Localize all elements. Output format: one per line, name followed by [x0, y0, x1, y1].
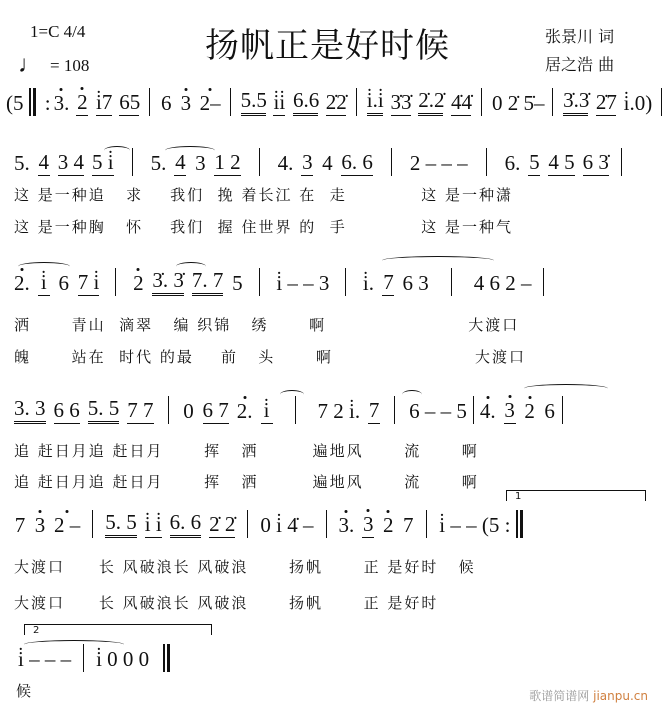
note: 3 4: [57, 150, 84, 174]
note: 2̇2̇: [325, 90, 347, 114]
lyrics-verse-1: 洒 青山 滴翠 编 织锦 绣 啊 大渡口: [14, 316, 520, 334]
note: 5. 5: [88, 396, 120, 424]
note: 5: [529, 150, 540, 174]
note: 0: [183, 399, 194, 423]
note: 2: [383, 513, 394, 537]
note: 3: [180, 91, 192, 115]
staff-system-4: [14, 396, 666, 424]
quarter-note-icon: ♩: [18, 52, 42, 78]
lyrics-verse-2: 追 赶日月追 赶日月 挥 洒 遍地风 流 啊: [14, 473, 479, 491]
note: 7: [368, 398, 380, 422]
note: 2–: [199, 91, 221, 115]
note: 7. 7: [192, 268, 224, 296]
note: 3̇. 3̇: [152, 268, 184, 296]
repeat-end-barline: [516, 510, 523, 538]
note: 5 i̇: [92, 150, 114, 174]
note: 7 7: [127, 398, 154, 422]
note: 5.: [150, 151, 167, 175]
barline: [326, 510, 327, 538]
watermark: [529, 687, 648, 704]
note: 5.5: [241, 88, 266, 116]
note: 7 i̇: [77, 270, 100, 294]
note: 7: [14, 513, 26, 537]
note: 3.: [53, 91, 70, 115]
note: 4 6 2 –: [473, 271, 532, 295]
note: i̇: [38, 270, 50, 296]
barline: [149, 88, 150, 116]
note: 7: [403, 513, 414, 537]
note: 2: [524, 399, 535, 423]
barline: [394, 396, 395, 424]
note: 6. 6: [170, 510, 202, 538]
note: 2: [133, 271, 144, 295]
note: 4 5: [548, 150, 575, 174]
note: 6: [544, 399, 555, 423]
note: :: [44, 91, 51, 115]
staff-system-3: [14, 268, 666, 296]
note: 5: [232, 271, 243, 295]
note: 3. 3: [14, 396, 46, 424]
barline: [451, 268, 452, 296]
watermark-en: jianpu.cn: [593, 689, 648, 703]
note: i̇ 0 0 0: [96, 647, 150, 671]
note: 6. 6: [341, 150, 373, 174]
slur: [18, 262, 70, 271]
barline: [247, 510, 248, 538]
barline: [481, 88, 482, 116]
slur: [165, 146, 215, 155]
barline: [259, 148, 260, 176]
barline: [562, 396, 563, 424]
note: i̇ – – (5 :: [439, 513, 511, 537]
note: 3: [195, 151, 206, 175]
note: 6.: [504, 151, 521, 175]
lyrics-verse-1: 这 是一种追 求 我们 挽 着长江 在 走 这 是一种潇: [14, 186, 513, 204]
barline: [426, 510, 427, 538]
lyrics-verse-2: 这 是一种胸 怀 我们 握 住世界 的 手 这 是一种气: [14, 218, 513, 236]
barline: [473, 396, 474, 424]
slur: [280, 390, 304, 399]
slur: [176, 262, 206, 271]
barline: [115, 268, 116, 296]
note: 7 2 i̇.: [317, 399, 361, 423]
slur: [24, 640, 124, 649]
note: 3̇3̇: [390, 90, 412, 114]
note: i̇ i̇: [144, 512, 162, 536]
note: 4: [322, 151, 333, 175]
barline: [132, 148, 133, 176]
barline: [345, 268, 346, 296]
note: i̇7: [95, 90, 113, 114]
barline: [230, 88, 231, 116]
lyrics-verse-2: 大渡口 长 风破浪长 风破浪 扬帆 正 是好时: [14, 594, 439, 612]
note: 2 –: [54, 513, 81, 537]
key-time-signature: 1=C 4/4: [30, 22, 86, 41]
barline: [552, 88, 553, 116]
watermark-cn: 歌谱简谱网: [529, 689, 590, 703]
barline: [391, 148, 392, 176]
note: 4.: [277, 151, 294, 175]
slur: [524, 384, 608, 393]
volta-2-bracket: 2: [24, 624, 212, 635]
note: 4.: [479, 399, 496, 423]
volta-1-bracket: 1: [506, 490, 646, 501]
tempo-value: = 108: [50, 55, 90, 75]
note: 0 i̇ 4̇ –: [260, 513, 314, 537]
note: 5. 5: [105, 510, 137, 538]
note: 2̇.2̇: [418, 88, 443, 116]
staff-system-1: [6, 88, 666, 116]
note: 2̇ 2̇: [209, 512, 236, 536]
barline: [356, 88, 357, 116]
tempo-marking: [18, 52, 89, 79]
note: 3: [34, 513, 46, 537]
song-title: 扬帆正是好时候: [205, 26, 450, 66]
note: 4: [38, 150, 49, 174]
note: 6 7: [202, 398, 229, 422]
note: i̇: [261, 398, 273, 424]
slur: [104, 146, 130, 155]
note: 3: [363, 512, 374, 536]
note: 6: [161, 91, 172, 115]
note: 3: [504, 398, 515, 422]
note: i̇ – – 3: [276, 271, 330, 295]
note: 3.: [338, 513, 355, 537]
note: i̇.: [362, 271, 374, 295]
barline: [168, 396, 169, 424]
lyrics-verse-1: 追 赶日月追 赶日月 挥 洒 遍地风 流 啊: [14, 442, 479, 460]
note: 4: [175, 150, 186, 174]
note: i̇.0): [623, 91, 653, 115]
note: 2̇7: [595, 90, 617, 114]
lyrics-verse-2: 魄 站在 时代 的最 前 头 啊 大渡口: [14, 348, 527, 366]
lyrics-verse-1: 大渡口 长 风破浪长 风破浪 扬帆 正 是好时 候: [14, 558, 476, 576]
note: 2.: [14, 271, 30, 295]
note: 5.: [14, 151, 30, 175]
note: 3̇.3̇: [563, 88, 588, 116]
note-paren: (5: [6, 91, 24, 115]
note: i̇i̇: [273, 90, 286, 114]
barline: [295, 396, 296, 424]
note: i̇ – – –: [18, 647, 72, 671]
note: 6.6: [293, 88, 318, 116]
barline: [621, 148, 622, 176]
note: 3: [302, 150, 313, 174]
note: 2: [77, 90, 88, 114]
slur: [402, 390, 422, 399]
barline: [661, 88, 662, 116]
note: 6 3: [402, 271, 429, 295]
barline: [543, 268, 544, 296]
note: 6 3̇: [582, 150, 609, 174]
note: 0 2̇ 5̇–: [492, 91, 545, 115]
note: 6 6: [53, 398, 80, 422]
note: 65: [119, 90, 141, 114]
staff-system-5: [14, 510, 666, 538]
composer-credit: 居之浩 曲: [545, 55, 615, 74]
note: 2.: [236, 399, 253, 423]
final-barline: [163, 644, 170, 672]
barline: [259, 268, 260, 296]
barline: [92, 510, 93, 538]
note: 7: [383, 270, 394, 294]
note: 4̇4̇: [451, 90, 472, 114]
lyrics-ending: 候: [16, 682, 34, 700]
barline: [486, 148, 487, 176]
note: 1 2: [214, 150, 241, 174]
note: 6: [58, 271, 69, 295]
note: i̇.i̇: [367, 88, 383, 116]
slur: [382, 256, 494, 265]
lyricist-credit: 张景川 词: [545, 27, 615, 46]
note: 6 – – 5: [409, 399, 467, 423]
note: 2 – – –: [409, 151, 468, 175]
repeat-start-barline: [29, 88, 36, 116]
